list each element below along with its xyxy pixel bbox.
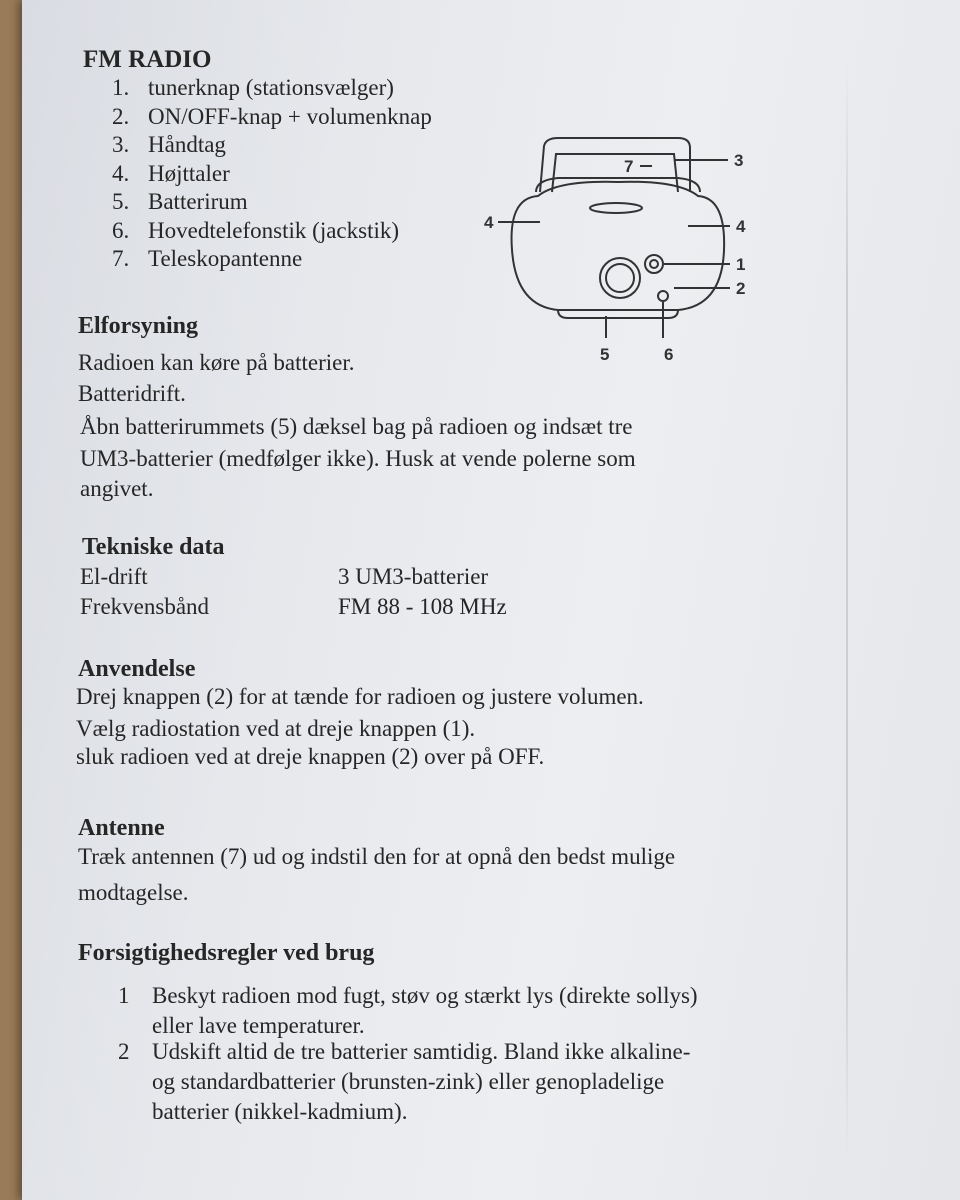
parts-list — [112, 74, 432, 274]
precaution-number: 2 — [118, 1039, 130, 1064]
parts-list-item: 4. Højttaler — [112, 160, 230, 186]
radio-speaker-knob-inner — [606, 264, 634, 292]
precaution-line: eller lave temperaturer. — [152, 1013, 365, 1038]
radio-handle-inner — [552, 154, 678, 192]
tech-row-frequency — [80, 594, 600, 624]
radio-base-outline — [558, 310, 678, 318]
parts-list-item: 5. Batterirum — [112, 189, 248, 214]
parts-list-item: 3. Håndtag — [112, 132, 226, 157]
power-text-line: Åbn batterirummets (5) dæksel bag på radioen og indsæt tre — [80, 414, 633, 439]
tech-key: El-drift — [80, 564, 148, 589]
usage-text-line: sluk radioen ved at dreje knappen (2) over på OFF. — [76, 744, 545, 769]
tuner-knob-center — [650, 260, 658, 268]
power-text-line: angivet. — [80, 476, 154, 501]
heading-antenna: Antenne — [78, 815, 165, 841]
label-speaker-left: 4 — [484, 213, 494, 232]
power-text-line: Batteridrift. — [78, 381, 186, 406]
label-volume: 2 — [736, 279, 746, 298]
antenna-text-line: Træk antennen (7) ud og indstil den for at opnå den bedst mulige — [78, 844, 676, 869]
jack-socket-icon — [658, 291, 668, 301]
antenna-text-line: modtagelse. — [78, 880, 189, 905]
precaution-line: Udskift altid de tre batterier samtidig. Bland ikke alkaline- — [152, 1039, 691, 1064]
tech-value: FM 88 - 108 MHz — [338, 594, 507, 619]
precaution-line: batterier (nikkel-kadmium). — [152, 1099, 408, 1124]
label-battery: 5 — [600, 345, 610, 364]
parts-list-item: 1. tunerknap (stationsvælger) — [112, 75, 394, 100]
label-jack: 6 — [664, 345, 674, 364]
label-antenna: 7 — [624, 157, 634, 176]
power-text-line: Radioen kan køre på batterier. — [78, 350, 355, 375]
radio-diagram — [478, 130, 768, 370]
label-speaker-right: 4 — [736, 217, 746, 236]
label-tuner: 1 — [736, 255, 746, 274]
tech-value: 3 UM3-batterier — [338, 564, 489, 589]
tech-key: Frekvensbånd — [80, 594, 210, 619]
radio-body-outline — [512, 182, 725, 310]
heading-tech-data: Tekniske data — [82, 534, 225, 560]
parts-list-item: 2. ON/OFF-knap + volumenknap — [112, 103, 432, 129]
heading-usage: Anvendelse — [78, 656, 196, 682]
power-text-line: UM3-batterier (medfølger ikke). Husk at vende polerne som — [80, 446, 636, 471]
heading-power: Elforsyning — [78, 313, 199, 339]
radio-top-outline — [536, 178, 700, 192]
usage-text-line: Drej knappen (2) for at tænde for radioen og justere volumen. — [76, 684, 644, 709]
usage-text-line: Vælg radiostation ved at dreje knappen (1). — [76, 716, 476, 741]
precaution-line: Beskyt radioen mod fugt, støv og stærkt lys (direkte sollys) — [152, 983, 698, 1008]
parts-list-item: 6. Hovedtelefonstik (jackstik) — [112, 217, 400, 243]
radio-top-slot — [590, 203, 642, 213]
heading-precautions: Forsigtighedsregler ved brug — [78, 940, 375, 966]
parts-list-item: 7. Teleskopantenne — [112, 246, 303, 271]
tuner-knob-icon — [645, 255, 663, 273]
section-title-fm-radio: FM RADIO — [83, 46, 212, 73]
precaution-number: 1 — [118, 983, 130, 1008]
precaution-line: og standardbatterier (brunsten-zink) eller genopladelige — [152, 1069, 665, 1094]
tech-row-power — [80, 564, 600, 594]
label-handle: 3 — [734, 151, 744, 170]
